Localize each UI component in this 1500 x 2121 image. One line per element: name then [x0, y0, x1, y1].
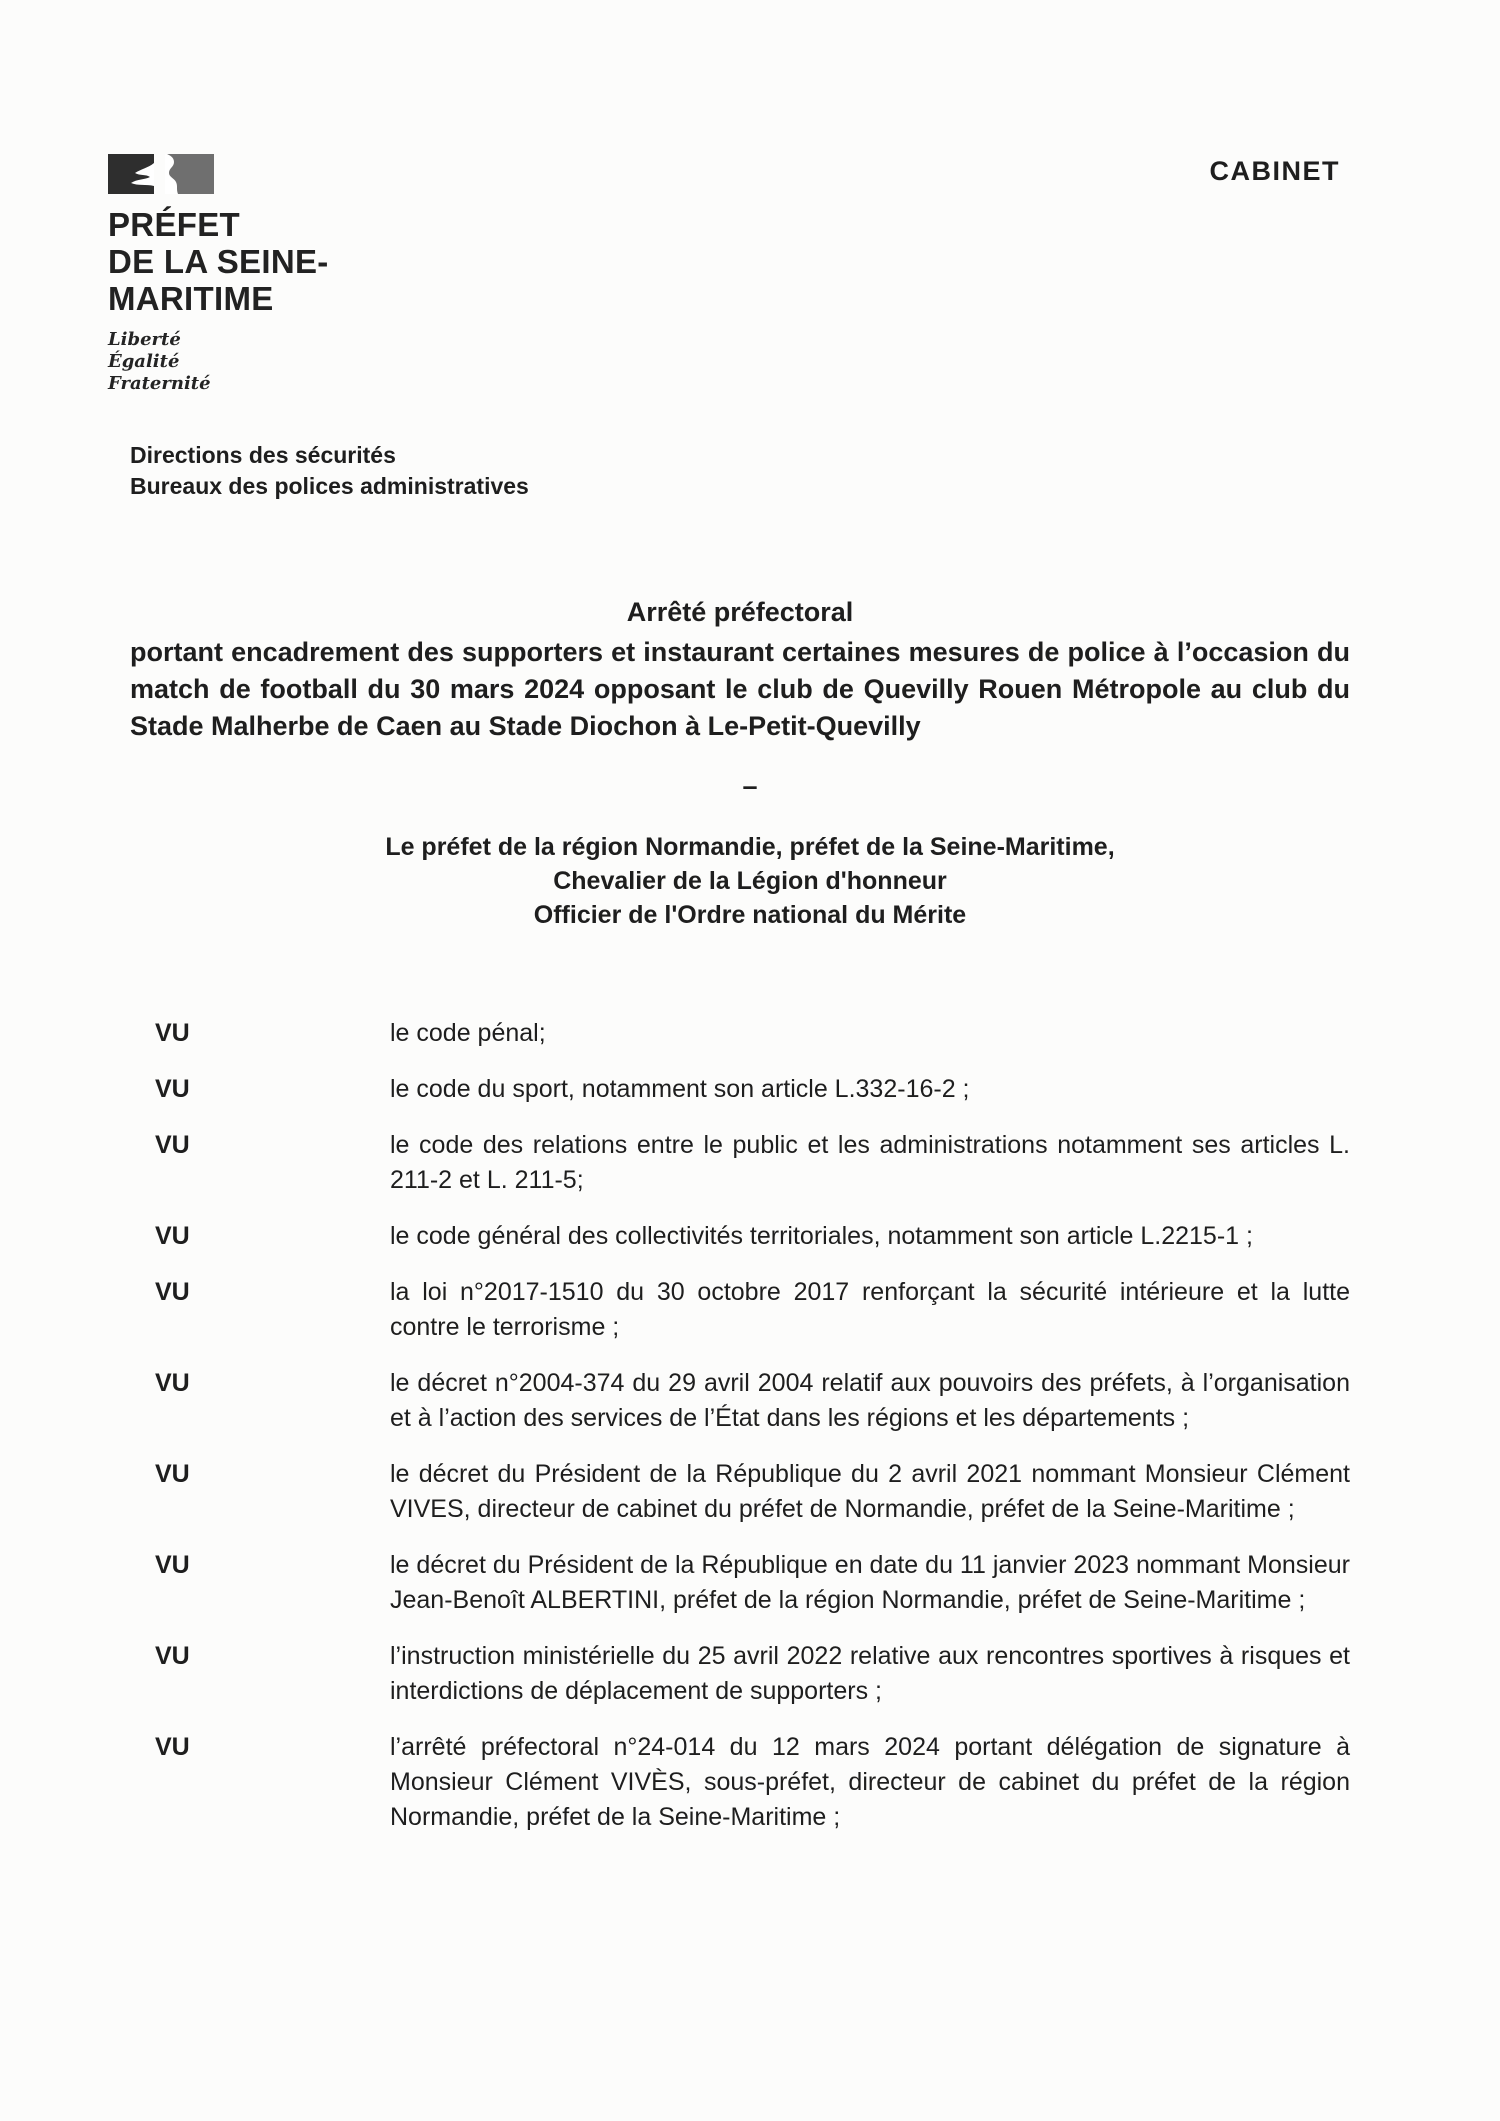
authority-line-1: Le préfet de la région Normandie, préfet de la Seine-Maritime, — [385, 833, 1115, 861]
vu-label: VU — [155, 1460, 190, 1488]
motto-line-liberte: Liberté — [108, 329, 181, 350]
recital-row — [155, 1457, 1350, 1527]
recital-row — [155, 1275, 1350, 1345]
decree-title-block — [130, 597, 1350, 745]
authority-line-2: Chevalier de la Légion d'honneur — [553, 867, 947, 895]
recital-text: le code du sport, notamment son article L.332-16-2 ; — [390, 1075, 970, 1103]
recital-text: le décret du Président de la République en date du 11 janvier 2023 nommant Monsieur Jean-Benoît ALBERTINI, préfet de la région Normandie, préfet de Seine-Maritime ; — [390, 1551, 1350, 1614]
recital-row — [155, 1128, 1350, 1198]
agency-name-line-3: MARITIME — [108, 280, 274, 317]
recital-text: le code général des collectivités territoriales, notamment son article L.2215-1 ; — [390, 1222, 1253, 1250]
recital-row — [155, 1548, 1350, 1618]
vu-label: VU — [155, 1551, 190, 1579]
header — [0, 0, 1500, 395]
agency-name-line-1: PRÉFET — [108, 206, 240, 243]
authority-block — [0, 830, 1500, 932]
recital-row — [155, 1639, 1350, 1709]
authority-line-3: Officier de l'Ordre national du Mérite — [533, 901, 967, 929]
recital-row — [155, 1219, 1350, 1254]
recital-text: l’instruction ministérielle du 25 avril 2022 relative aux rencontres sportives à risques et interdictions de déplacement de supporters ; — [390, 1642, 1350, 1705]
recitals-list — [155, 1016, 1350, 1835]
recital-text: le décret n°2004-374 du 29 avril 2004 relatif aux pouvoirs des préfets, à l’organisation et à l’action des services de l’État dans les régions et les départements ; — [390, 1369, 1350, 1432]
recital-text: la loi n°2017-1510 du 30 octobre 2017 renforçant la sécurité intérieure et la lutte contre le terrorisme ; — [390, 1278, 1350, 1341]
recital-text: le code pénal; — [390, 1019, 546, 1047]
agency-block — [108, 152, 329, 395]
decree-subject: portant encadrement des supporters et instaurant certaines mesures de police à l’occasion du match de football du 30 mars 2024 opposant le club de Quevilly Rouen Métropole au club du Stade Malherbe de Caen au Stade Diochon à Le-Petit-Quevilly — [130, 637, 1350, 741]
recital-text: le décret du Président de la République du 2 avril 2021 nommant Monsieur Clément VIVES, directeur de cabinet du préfet de Normandie, préfet de la Seine-Maritime ; — [390, 1460, 1350, 1523]
recital-row — [155, 1072, 1350, 1107]
vu-label: VU — [155, 1075, 190, 1103]
recital-row — [155, 1730, 1350, 1835]
vu-label: VU — [155, 1733, 190, 1761]
vu-label: VU — [155, 1131, 190, 1159]
cabinet-label: CABINET — [1209, 156, 1340, 186]
recital-text: le code des relations entre le public et les administrations notamment ses articles L. 211-2 et L. 211-5; — [390, 1131, 1350, 1194]
republic-motto — [108, 329, 329, 395]
recital-text: l’arrêté préfectoral n°24-014 du 12 mars 2024 portant délégation de signature à Monsieur Clément VIVÈS, sous-préfet, directeur de cabinet du préfet de la région Normandie, préfet de la Seine-Maritime ; — [390, 1733, 1350, 1831]
marianne-logo-icon — [108, 152, 214, 196]
vu-label: VU — [155, 1222, 190, 1250]
agency-name-line-2: DE LA SEINE- — [108, 243, 329, 280]
motto-line-fraternite: Fraternité — [108, 373, 211, 394]
recital-row — [155, 1016, 1350, 1051]
agency-name — [108, 206, 329, 317]
service-line-1: Directions des sécurités — [130, 442, 396, 468]
section-separator: – — [742, 771, 758, 801]
vu-label: VU — [155, 1369, 190, 1397]
service-line-2: Bureaux des polices administratives — [130, 473, 529, 499]
vu-label: VU — [155, 1642, 190, 1670]
vu-label: VU — [155, 1019, 190, 1047]
vu-label: VU — [155, 1278, 190, 1306]
motto-line-egalite: Égalité — [108, 351, 180, 372]
recital-row — [155, 1366, 1350, 1436]
issuing-service — [130, 440, 1500, 502]
decree-title: Arrêté préfectoral — [626, 597, 854, 627]
